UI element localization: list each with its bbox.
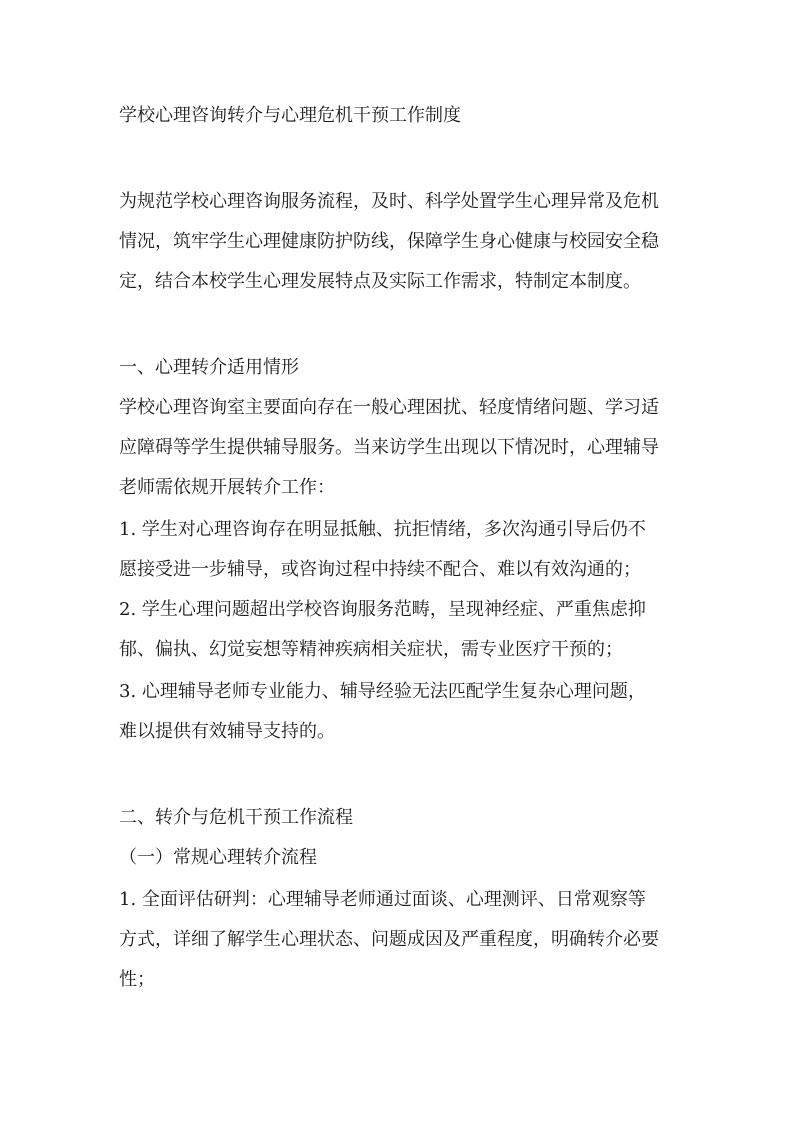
section1-body-line-2: 应障碍等学生提供辅导服务。当来访学生出现以下情况时，心理辅导 — [119, 437, 659, 458]
section2-item-1-line-1: 1. 全面评估研判：心理辅导老师通过面谈、心理测评、日常观察等 — [119, 889, 646, 910]
section1-body-line-1: 学校心理咨询室主要面向存在一般心理困扰、轻度情绪问题、学习适 — [119, 397, 659, 418]
section1-item-2-line-2: 郁、偏执、幻觉妄想等精神疾病相关症状，需专业医疗干预的； — [119, 639, 623, 660]
section1-item-3-line-2: 难以提供有效辅导支持的。 — [119, 721, 335, 742]
section1-item-2-line-1: 2. 学生心理问题超出学校咨询服务范畴，呈现神经症、严重焦虑抑 — [119, 599, 646, 620]
section1-item-3-line-1: 3. 心理辅导老师专业能力、辅导经验无法匹配学生复杂心理问题， — [119, 681, 646, 702]
document-title: 学校心理咨询转介与心理危机干预工作制度 — [119, 105, 461, 126]
intro-line-2: 情况，筑牢学生心理健康防护防线，保障学生身心健康与校园安全稳 — [119, 231, 659, 252]
section2-heading: 二、转介与危机干预工作流程 — [119, 807, 353, 828]
section2-subheading: （一）常规心理转介流程 — [119, 847, 317, 868]
section2-item-1-line-3: 性； — [119, 969, 155, 990]
section1-item-1-line-1: 1. 学生对心理咨询存在明显抵触、抗拒情绪，多次沟通引导后仍不 — [119, 519, 646, 540]
section1-body-line-3: 老师需依规开展转介工作： — [119, 477, 335, 498]
section1-item-1-line-2: 愿接受进一步辅导，或咨询过程中持续不配合、难以有效沟通的； — [119, 559, 641, 580]
intro-line-1: 为规范学校心理咨询服务流程，及时、科学处置学生心理异常及危机 — [119, 191, 659, 212]
intro-line-3: 定，结合本校学生心理发展特点及实际工作需求，特制定本制度。 — [119, 271, 641, 292]
section1-heading: 一、心理转介适用情形 — [119, 357, 299, 378]
section2-item-1-line-2: 方式，详细了解学生心理状态、问题成因及严重程度，明确转介必要 — [119, 929, 659, 950]
